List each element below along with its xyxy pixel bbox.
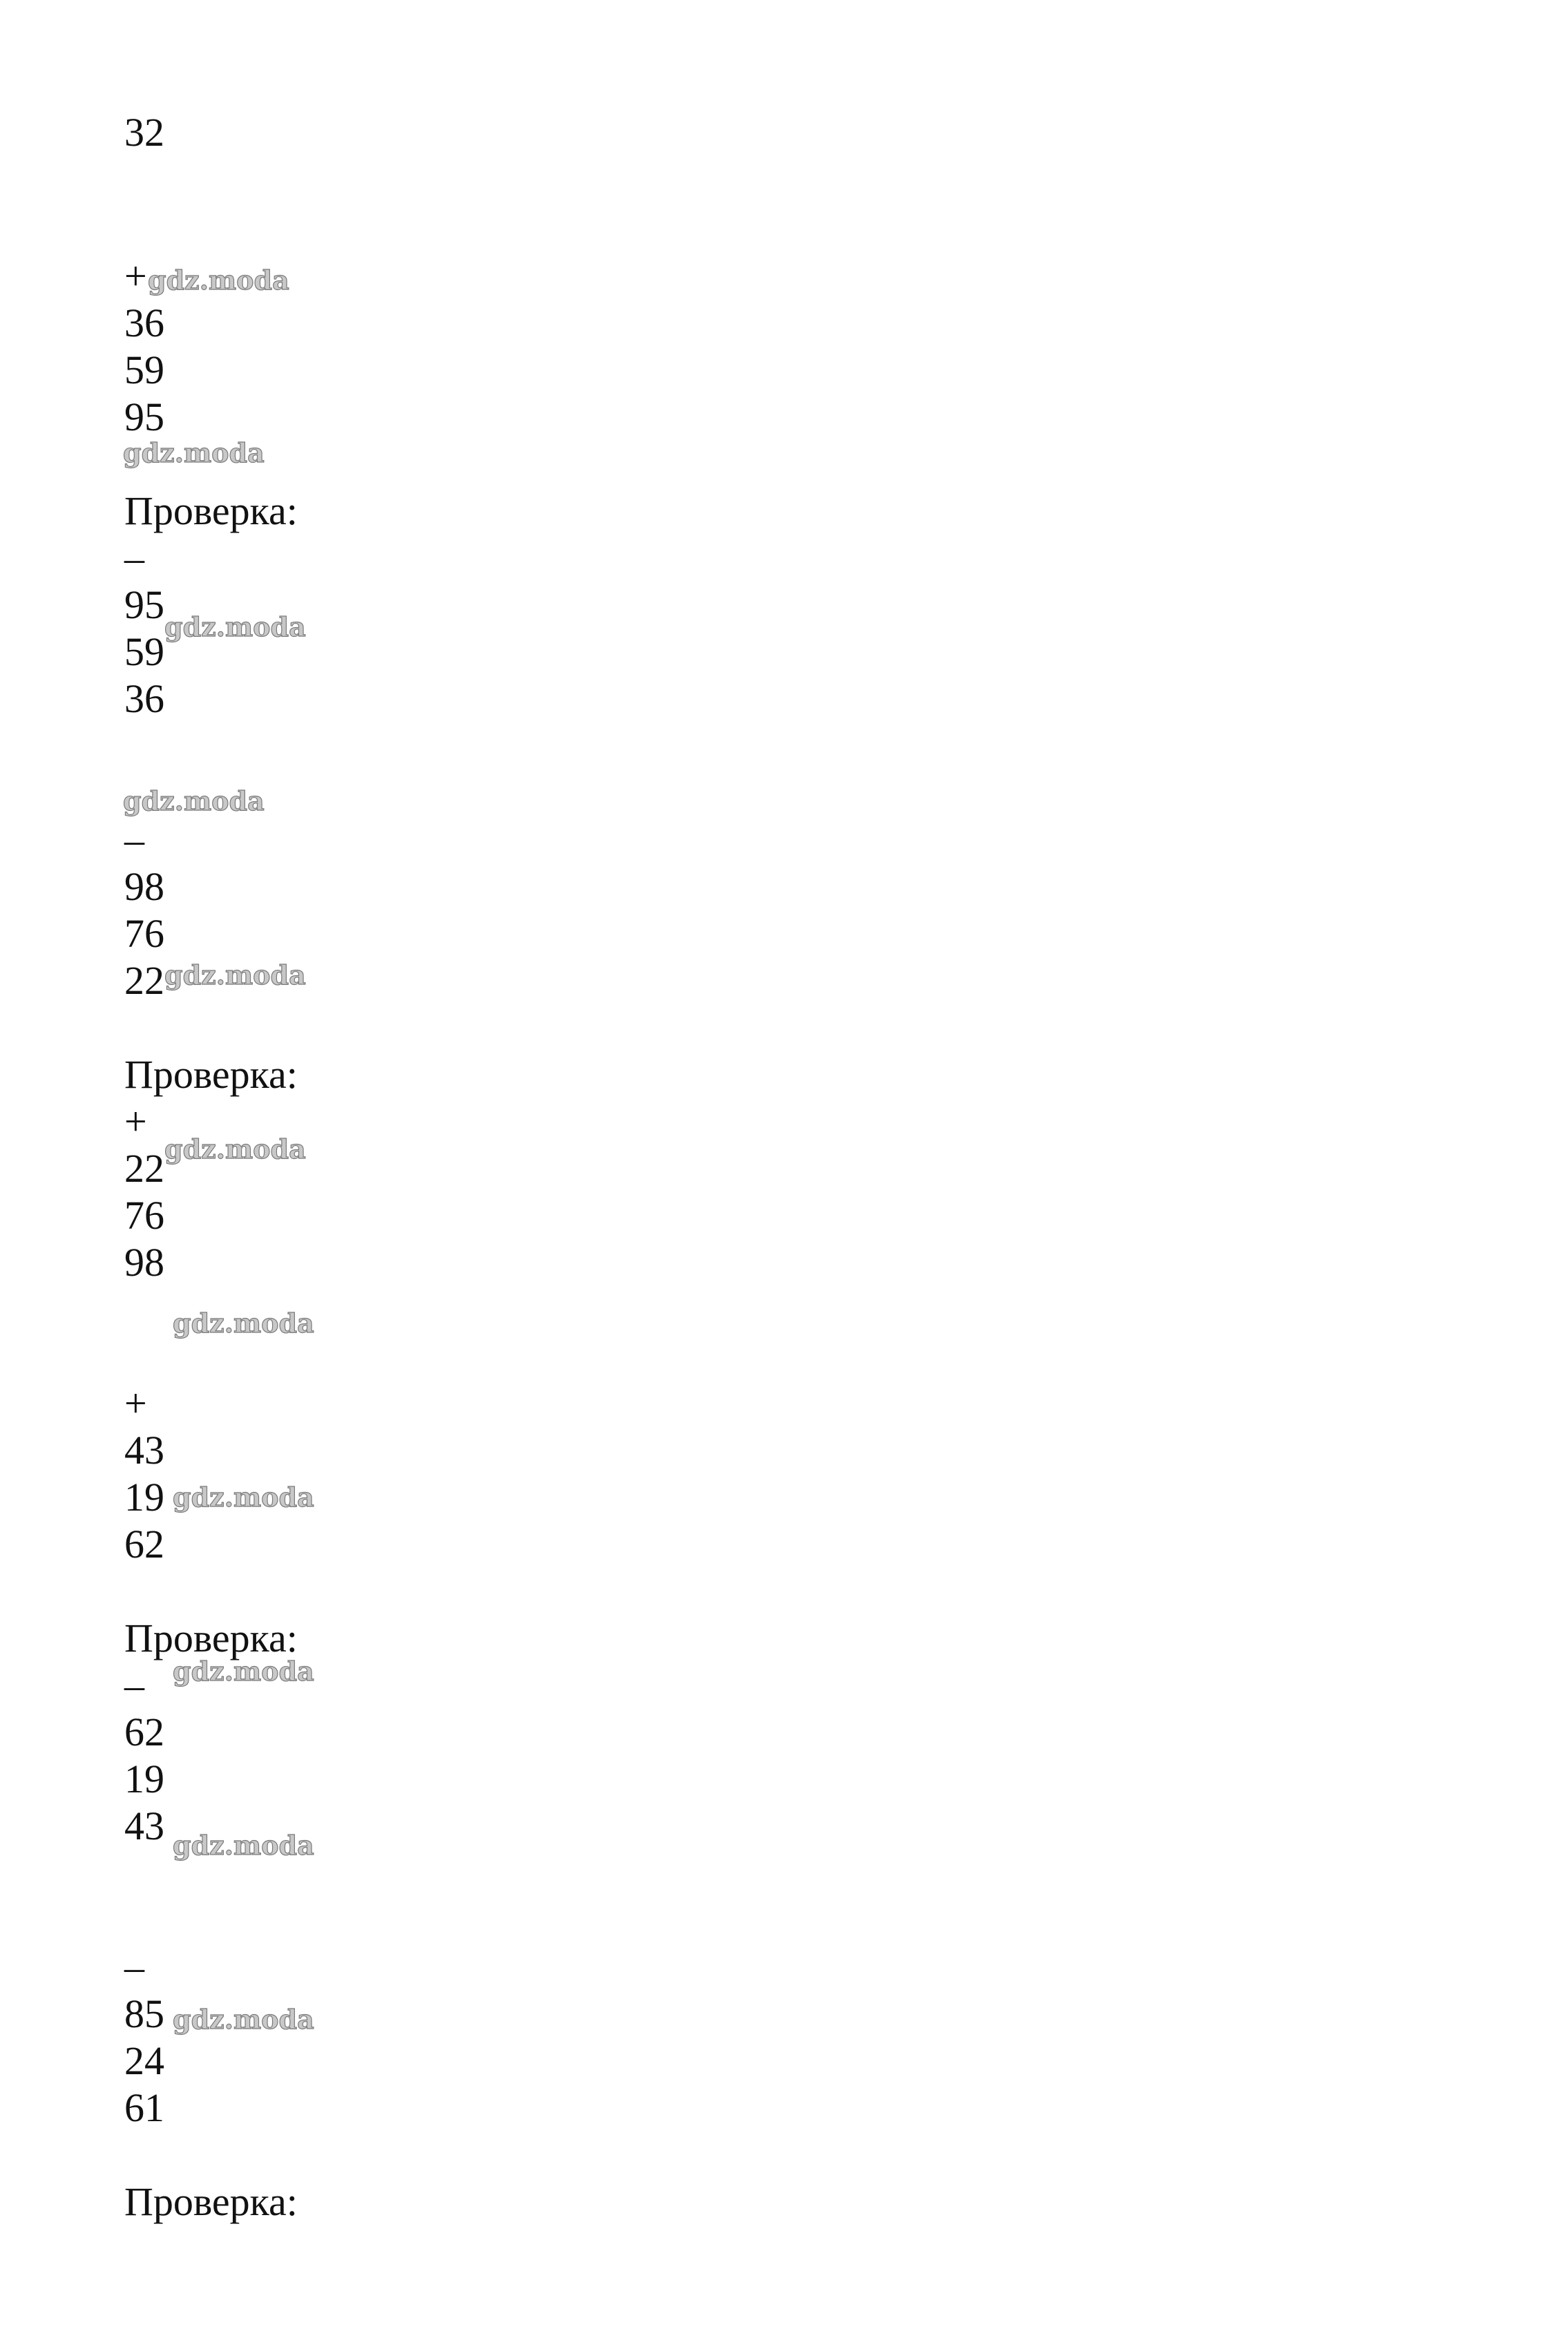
watermark: gdz.moda — [173, 1656, 314, 1687]
watermark: gdz.moda — [148, 265, 289, 296]
line-7: – — [124, 535, 144, 580]
watermark: gdz.moda — [173, 1482, 314, 1513]
line-5: 95 — [124, 394, 164, 439]
line-29: – — [124, 1944, 144, 1989]
line-27: 19 — [124, 1756, 164, 1801]
watermark: gdz.moda — [173, 2004, 314, 2035]
line-32: 61 — [124, 2085, 164, 2130]
watermark: gdz.moda — [164, 611, 306, 642]
watermark: gdz.moda — [173, 1308, 314, 1339]
watermark: gdz.moda — [123, 785, 265, 816]
check-label-3: Проверка: — [124, 1616, 298, 1660]
line-10: 36 — [124, 676, 164, 721]
check-label-2: Проверка: — [124, 1052, 298, 1097]
check-label-4: Проверка: — [124, 2179, 298, 2224]
line-1: 32 — [124, 110, 164, 155]
line-30: 85 — [124, 1991, 164, 2036]
watermark: gdz.moda — [164, 1133, 306, 1165]
line-9: 59 — [124, 629, 164, 674]
line-3: 36 — [124, 300, 164, 345]
line-4: 59 — [124, 347, 164, 392]
line-31: 24 — [124, 2038, 164, 2083]
line-25: – — [124, 1663, 144, 1707]
line-22: 19 — [124, 1475, 164, 1520]
line-13: 76 — [124, 911, 164, 956]
line-20: + — [124, 1381, 147, 1426]
line-2: + — [124, 253, 147, 298]
line-19: 98 — [124, 1240, 164, 1285]
line-16: + — [124, 1099, 147, 1144]
line-21: 43 — [124, 1428, 164, 1473]
line-8: 95 — [124, 582, 164, 627]
line-23: 62 — [124, 1522, 164, 1567]
line-28: 43 — [124, 1803, 164, 1848]
watermark: gdz.moda — [173, 1830, 314, 1861]
line-14: 22 — [124, 958, 164, 1003]
check-label-1: Проверка: — [124, 488, 298, 533]
line-26: 62 — [124, 1710, 164, 1754]
watermark: gdz.moda — [164, 959, 306, 990]
line-12: 98 — [124, 864, 164, 909]
line-11: – — [124, 817, 144, 862]
line-17: 22 — [124, 1146, 164, 1191]
watermark: gdz.moda — [123, 437, 265, 468]
line-18: 76 — [124, 1193, 164, 1238]
